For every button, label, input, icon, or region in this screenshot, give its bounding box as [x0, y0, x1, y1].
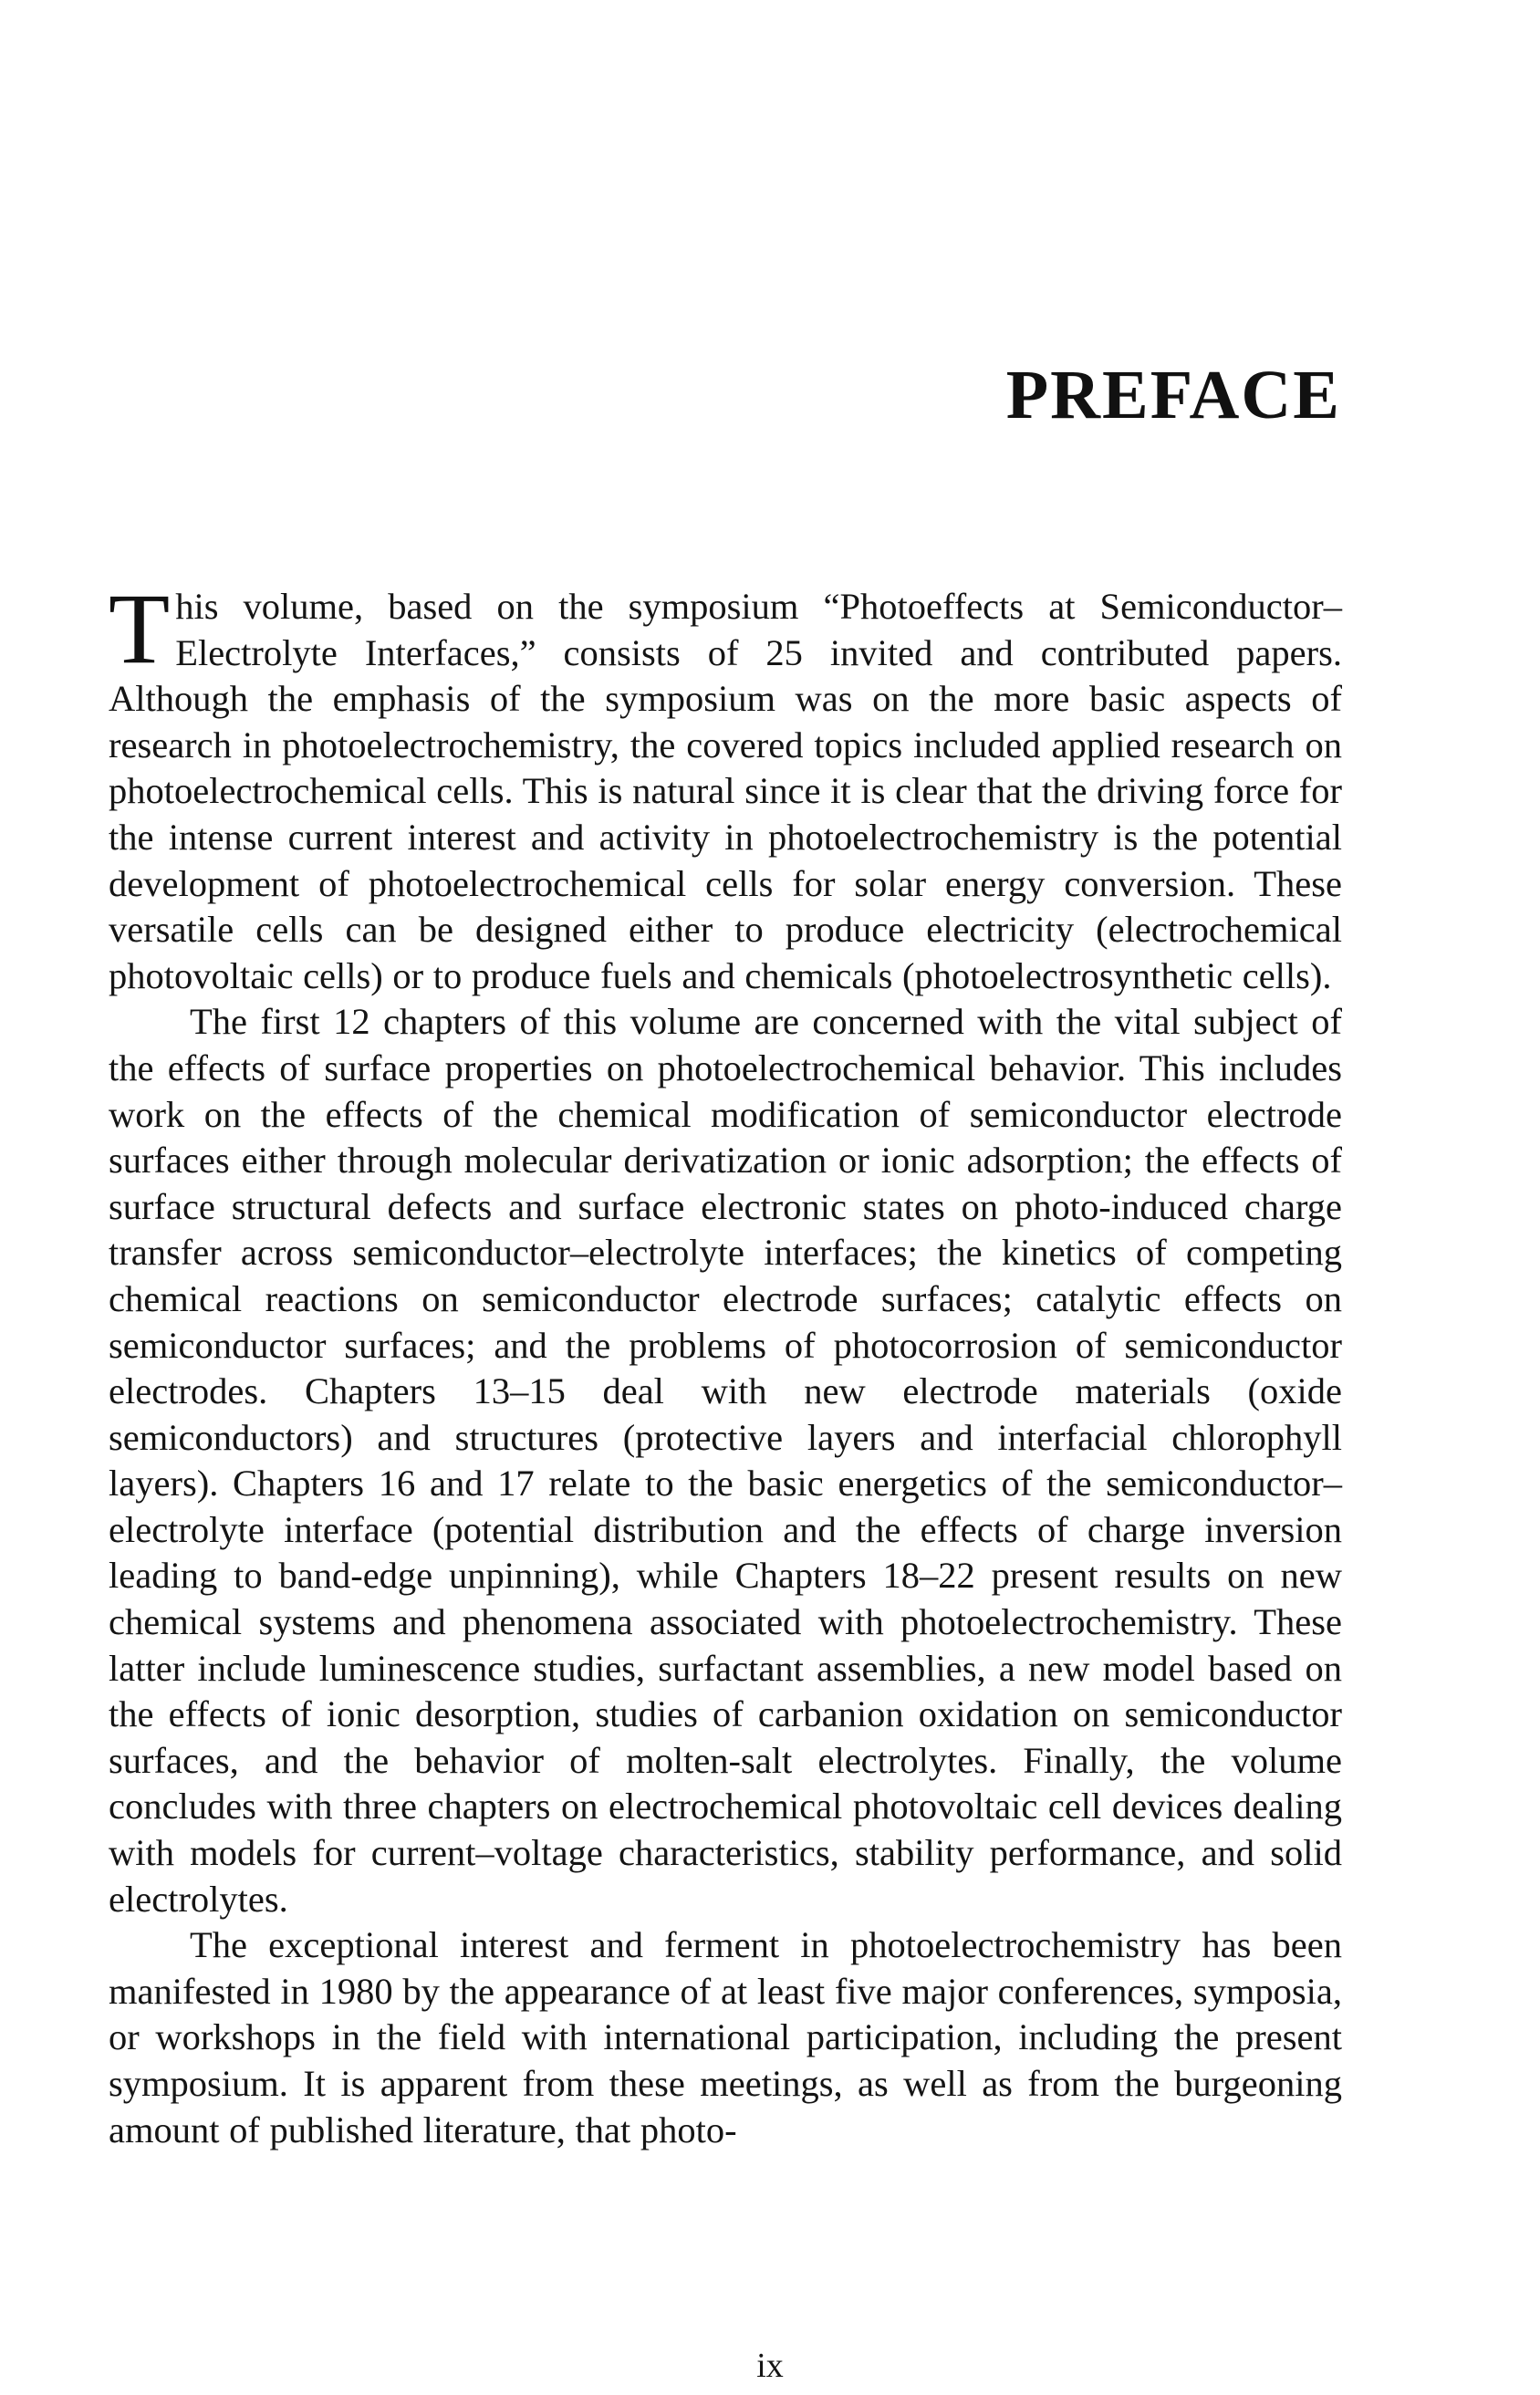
page-number: ix: [756, 2347, 784, 2385]
paragraph-3: The exceptional interest and ferment in photoelectrochemistry has been manifested in 1980 by the appearance of at least five major conferences, symposia, or workshops in the field with international participation, including the present symposium. It is apparent from these meetings, as well as from the burgeoning amount of published literature, that photo-: [109, 1924, 1342, 2150]
paragraph-1-text: his volume, based on the symposium “Photoeffects at Semiconductor–Electrolyte Interfaces,” consists of 25 invited and contributed papers. Although the emphasis of the symposium was on the more basic aspects of research in photoelectrochemistry, the covered topics included applied research on photoelectrochemical cells. This is natural since it is clear that the driving force for the intense current interest and activity in photoelectrochemistry is the potential development of photoelectrochemical cells for solar energy conversion. These versatile cells can be designed either to produce electricity (electrochemical photovoltaic cells) or to produce fuels and chemicals (photoelectrosynthetic cells).: [109, 586, 1342, 996]
page-title: PREFACE: [1005, 357, 1341, 433]
drop-cap: T: [109, 573, 171, 684]
paragraph-1: [109, 573, 1342, 999]
preface-body: [109, 573, 1342, 2153]
paragraph-2: The first 12 chapters of this volume are concerned with the vital subject of the effects of surface properties on photoelectrochemical behavior. This includes work on the effects of the chemical modification of semiconductor electrode surfaces either through molecular derivatization or ionic adsorption; the effects of surface structural defects and surface electronic states on photo-induced charge transfer across semiconductor–electrolyte interfaces; the kinetics of competing chemical reactions on semiconductor electrode surfaces; catalytic effects on semiconductor surfaces; and the problems of photocorrosion of semiconductor electrodes. Chapters 13–15 deal with new electrode materials (oxide semiconductors) and structures (protective layers and interfacial chlorophyll layers). Chapters 16 and 17 relate to the basic energetics of the semiconductor–electrolyte interface (potential distribution and the effects of charge inversion leading to band-edge unpinning), while Chapters 18–22 present results on new chemical systems and phenomena associated with photoelectrochemistry. These latter include luminescence studies, surfactant assemblies, a new model based on the effects of ionic desorption, studies of carbanion oxidation on semiconductor surfaces, and the behavior of molten-salt electrolytes. Finally, the volume concludes with three chapters on electrochemical photovoltaic cell devices dealing with models for current–voltage characteristics, stability performance, and solid electrolytes.: [109, 1001, 1342, 1920]
